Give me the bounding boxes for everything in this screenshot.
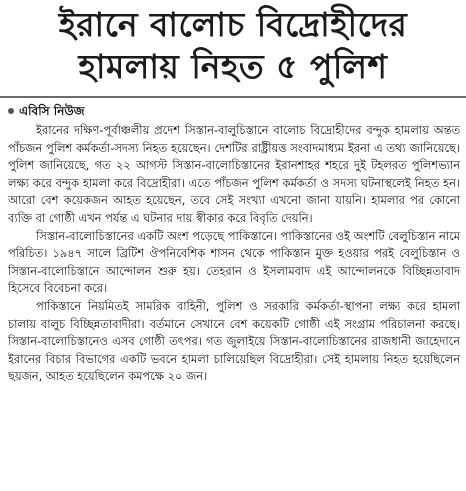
article-paragraph-3: পাকিস্তানে নিয়মিতই সামরিক বাহিনী, পুলিশ ও সরকারি কর্মকর্তা-স্থাপনা লক্ষ্য করে হামলা চালায় বালুচ বিচ্ছিন্নতাবাদীরা। বর্তমানে সেখানে বেশ কয়েকটি গোষ্ঠী এই সংগ্রাম পরিচালনা করছে। সিস্তান-বালোচিস্তানেও এসব গোষ্ঠী তৎপর। গত জুলাইয়ে সিস্তান-বালোচিস্তানের রাজধানী জাহেদানে ইরানের বিচার বিভাগের একটি ভবনে হামলা চালিয়েছিল বিদ্রোহীরা। সেই হামলায় নিহত হয়েছিলেন ছয়জন, আহত হয়েছিলেন কমপক্ষে ২০ জন। — [8, 298, 460, 384]
headline-line-2: হামলায় নিহত ৫ পুলিশ — [78, 47, 388, 86]
headline — [0, 4, 466, 88]
headline-divider — [0, 96, 466, 98]
article-paragraph-1: ইরানের দক্ষিণ-পূর্বাঞ্চলীয় প্রদেশ সিস্তান-বালুচিস্তানে বালোচ বিদ্রোহীদের বন্দুক হামলায় অন্তত পাঁচজন পুলিশ কর্মকর্তা-সদস্য নিহত হয়েছেন। দেশটির রাষ্ট্রীয়ত্ত সংবাদমাধ্যম ইরনা এ তথ্য জানিয়েছে। পুলিশ জানিয়েছে, গত ২২ আগস্ট সিস্তান-বালোচিস্তানের ইরানশাহর শহরে দুই টহলরত পুলিশভ্যান লক্ষ্য করে বন্দুক হামলা করে বিদ্রোহীরা। এতে পাঁচজন পুলিশ কর্মকর্তা ও সদস্য ঘটনাস্থলেই নিহত হন। আরো বেশ কয়েকজন আহত হয়েছেন, তবে সেই সংখ্যা এখনো জানা যায়নি। হামলার পর কোনো ব্যক্তি বা গোষ্ঠী এখন পর্যন্ত এ ঘটনার দায় স্বীকার করে বিবৃতি দেয়নি। — [8, 123, 460, 225]
bullet-icon — [8, 108, 14, 114]
byline-source: এবিসি নিউজ — [19, 104, 85, 118]
byline — [8, 103, 84, 119]
article-paragraph-2: সিস্তান-বালোচিস্তানের একটি অংশ পড়েছে পাকিস্তানে। পাকিস্তানের ওই অংশটি বেলুচিস্তান নামে পরিচিত। ১৯৪৭ সালে ব্রিটিশ ঔপনিবেশিক শাসন থেকে পাকিস্তান মুক্ত হওয়ার পরই বেলুচিস্তান ও সিস্তান-বালোচিস্তানে আন্দোলন শুরু হয়। তেহরান ও ইসলামবাদ এই আন্দোলনকে বিচ্ছিন্নতাবাদ হিসেবে বিবেচনা করে। — [8, 228, 460, 296]
article-body — [8, 122, 460, 386]
headline-line-1: ইরানে বালোচ বিদ্রোহীদের — [58, 5, 408, 44]
